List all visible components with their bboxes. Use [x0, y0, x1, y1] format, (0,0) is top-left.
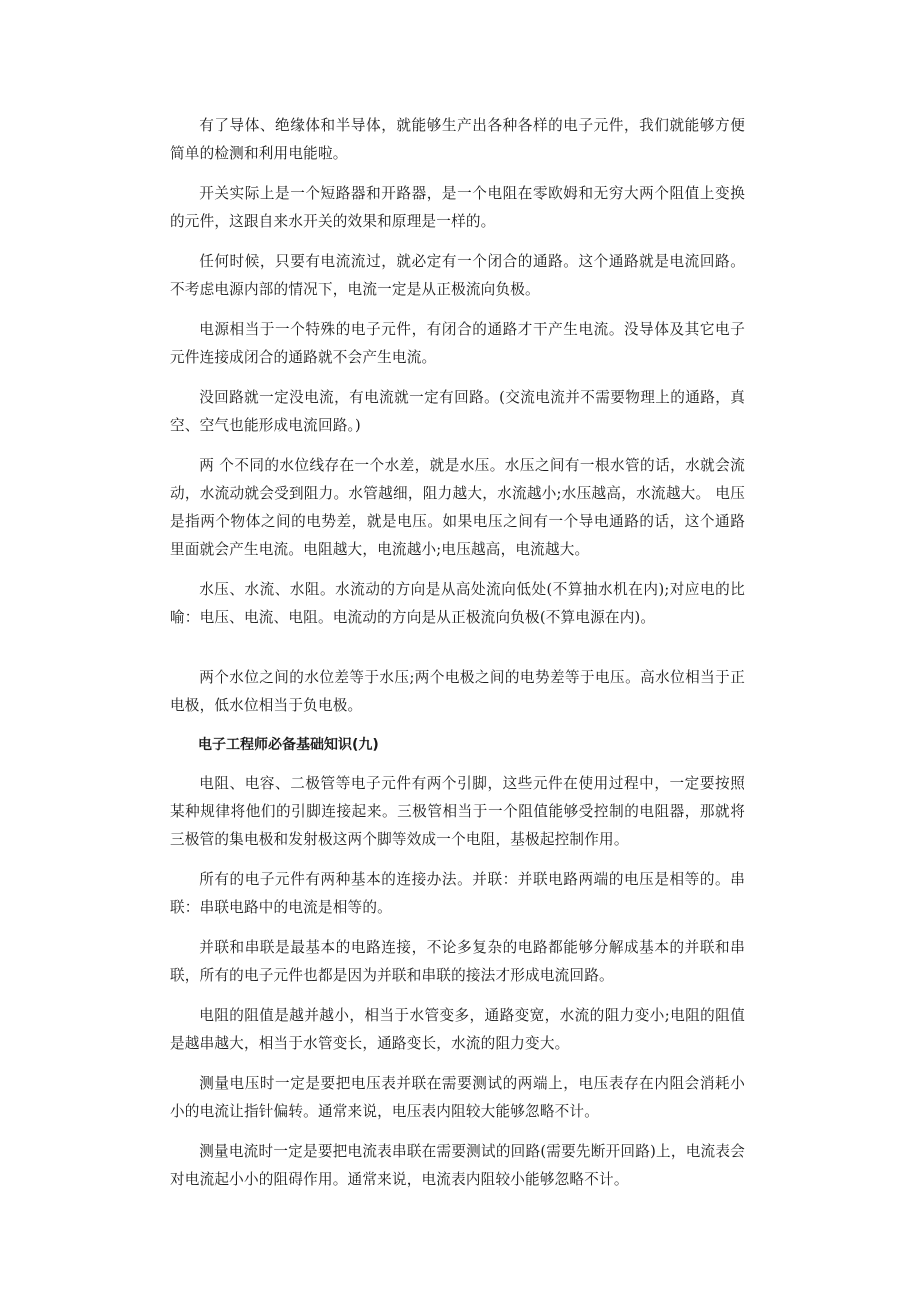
paragraph-connection-methods: 所有的电子元件有两种基本的连接办法。并联：并联电路两端的电压是相等的。串联：串联电路中的电流是相等的。 [170, 871, 745, 916]
paragraph-component-pins: 电阻、电容、二极管等电子元件有两个引脚，这些元件在使用过程中，一定要按照某种规律将他们的引脚连接起来。三极管相当于一个阻值能够受控制的电阻器，那就将三极管的集电极和发射极这两个脚等效成一个电阻，基极起控制作用。 [170, 775, 745, 848]
paragraph-conductors: 有了导体、绝缘体和半导体，就能够生产出各种各样的电子元件，我们就能够方便简单的检测和利用电能啦。 [170, 117, 745, 162]
document-page [170, 112, 745, 1206]
section-heading: 电子工程师必备基础知识(九) [198, 737, 379, 753]
paragraph-voltmeter: 测量电压时一定是要把电压表并联在需要测试的两端上，电压表存在内阻会消耗小小的电流让指针偏转。通常来说，电压表内阻较大能够忽略不计。 [170, 1075, 745, 1120]
paragraph-resistance-rules: 电阻的阻值是越并越小，相当于水管变多，通路变宽，水流的阻力变小;电阻的阻值是越串越大，相当于水管变长，通路变长，水流的阻力变大。 [170, 1007, 745, 1052]
paragraph-power-source: 电源相当于一个特殊的电子元件，有闭合的通路才干产生电流。没导体及其它电子元件连接成闭合的通路就不会产生电流。 [170, 321, 745, 366]
paragraph-parallel-series: 并联和串联是最基本的电路连接，不论多复杂的电路都能够分解成基本的并联和串联，所有的电子元件也都是因为并联和串联的接法才形成电流回路。 [170, 939, 745, 984]
paragraph-ammeter: 测量电流时一定是要把电流表串联在需要测试的回路(需要先断开回路)上，电流表会对电流起小小的阻碍作用。通常来说，电流表内阻较小能够忽略不计。 [170, 1143, 745, 1188]
paragraph-switch: 开关实际上是一个短路器和开路器，是一个电阻在零欧姆和无穷大两个阻值上变换的元件，这跟自来水开关的效果和原理是一样的。 [170, 185, 745, 230]
paragraph-water-pressure: 两 个不同的水位线存在一个水差，就是水压。水压之间有一根水管的话，水就会流动，水流动就会受到阻力。水管越细，阻力越大，水流越小;水压越高，水流越大。 电压是指两个物体之间的电势差，就是电压。如果电压之间有一个导电通路的话，这个通路里面就会产生电流。电阻越大，电流越小;电压越高，电流越大。 [170, 457, 745, 558]
paragraph-no-loop: 没回路就一定没电流，有电流就一定有回路。(交流电流并不需要物理上的通路，真空、空气也能形成电流回路。) [170, 389, 745, 434]
paragraph-current-loop: 任何时候，只要有电流流过，就必定有一个闭合的通路。这个通路就是电流回路。不考虑电源内部的情况下，电流一定是从正极流向负极。 [170, 253, 745, 298]
paragraph-potential-difference: 两个水位之间的水位差等于水压;两个电极之间的电势差等于电压。高水位相当于正电极，低水位相当于负电极。 [170, 669, 745, 714]
section-gap [170, 644, 745, 664]
paragraph-analogy: 水压、水流、水阻。水流动的方向是从高处流向低处(不算抽水机在内);对应电的比喻：电压、电流、电阻。电流动的方向是从正极流向负极(不算电源在内)。 [170, 581, 745, 626]
